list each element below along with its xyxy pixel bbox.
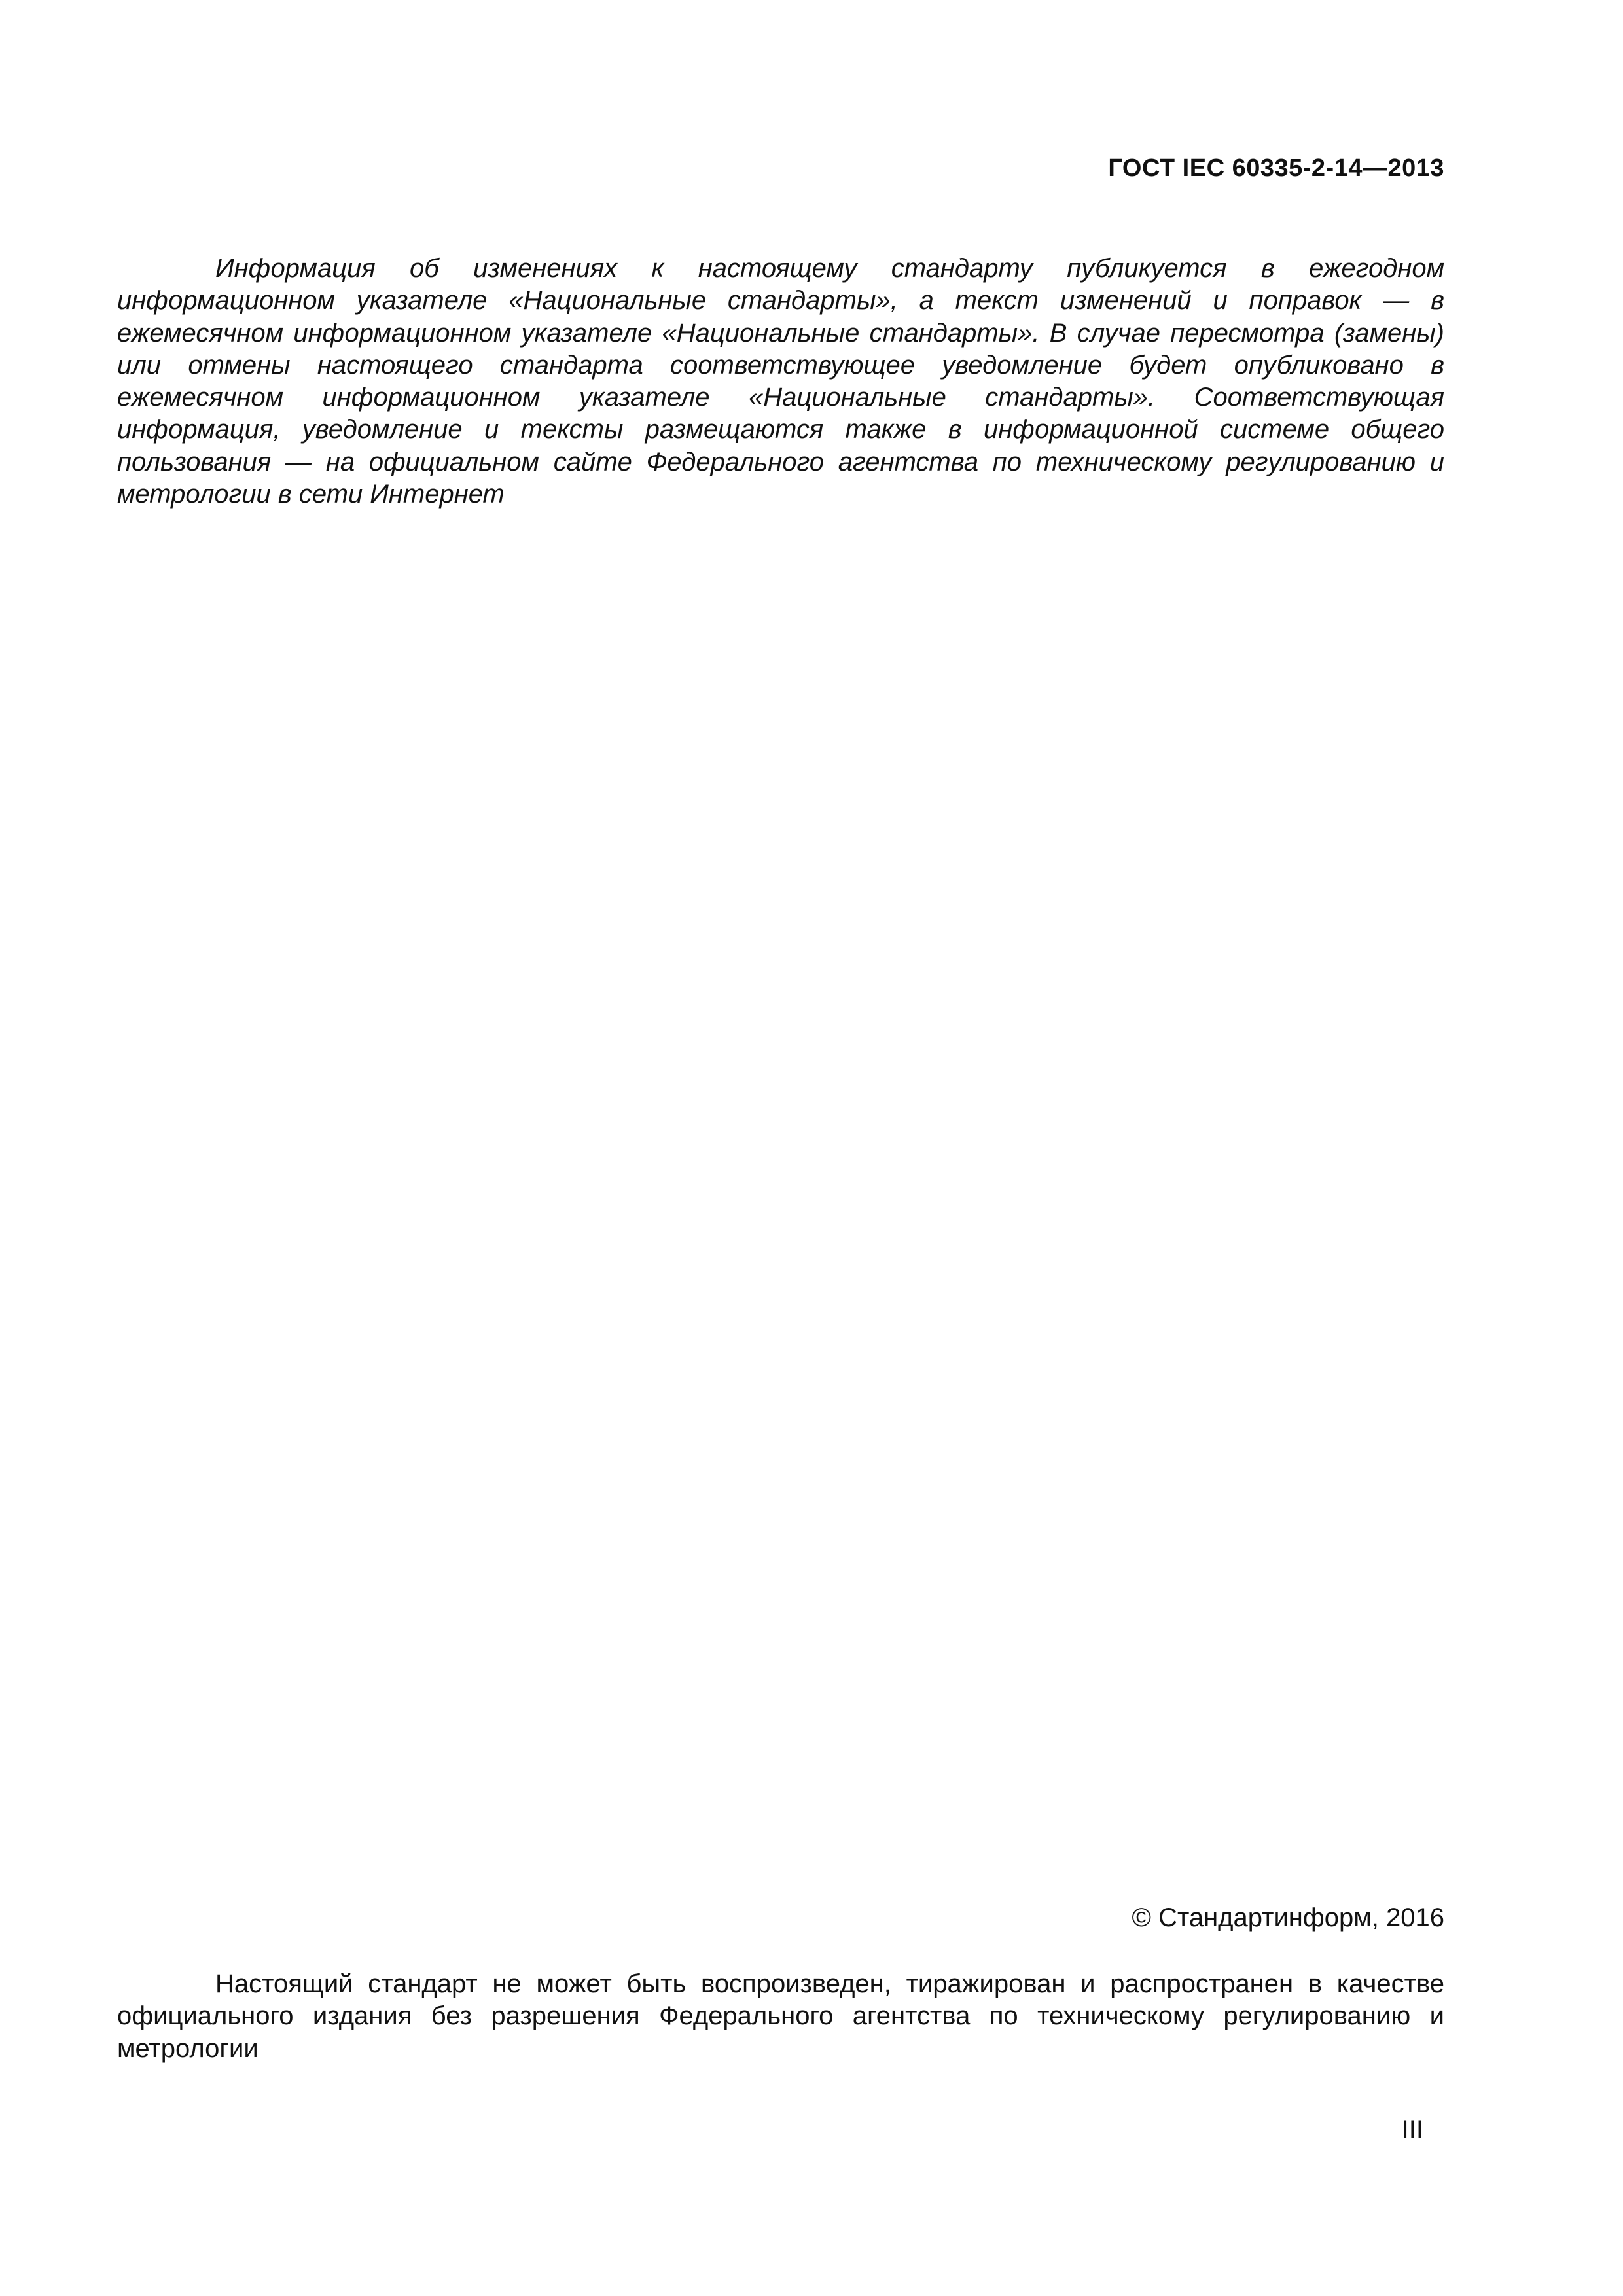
standard-code-header: ГОСТ IEC 60335-2-14—2013 xyxy=(1108,154,1444,182)
copyright-line: © Стандартинформ, 2016 xyxy=(1132,1903,1444,1932)
amendments-info-paragraph: Информация об изменениях к настоящему стандарту публикуется в ежегодном информационном указателе «Национальные стандарты», а текст изменений и поправок — в ежемесячном информационном указателе «Национальные стандарты». В случае пересмотра (замены) или отмены настоящего стандарта соответствующее уведомление будет опубликовано в ежемесячном информационном указателе «Национальные стандарты». Соответствующая информация, уведомление и тексты размещаются также в информационной системе общего пользования — на официальном сайте Федерального агентства по техническому регулированию и метрологии в сети Интернет xyxy=(117,254,1444,509)
reproduction-notice-paragraph: Настоящий стандарт не может быть воспроизведен, тиражирован и распространен в качестве официального издания без разрешения Федерального агентства по техническому регулированию и метрологии xyxy=(117,1969,1444,2063)
page-number: III xyxy=(1401,2115,1423,2144)
